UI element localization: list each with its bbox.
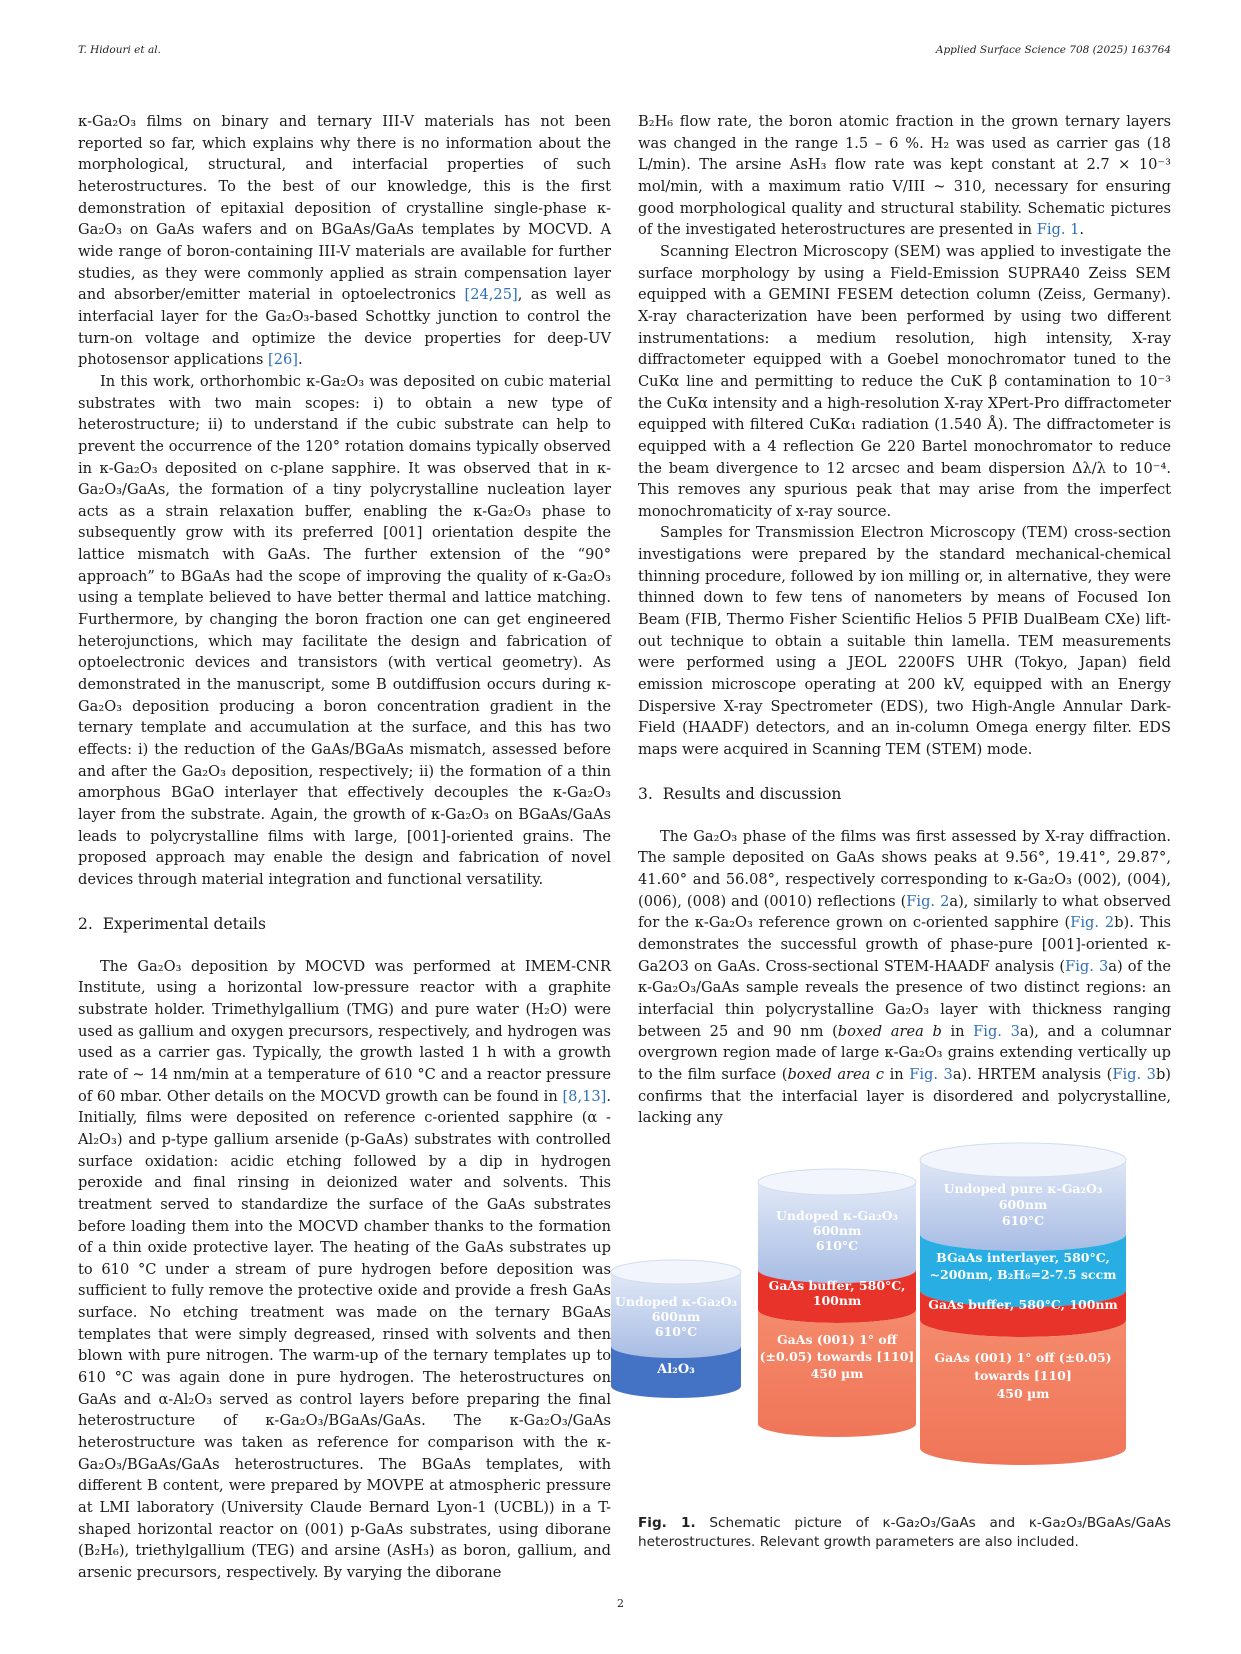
figure-label: Fig. 1. <box>638 1515 696 1531</box>
cylinder-2 <box>758 1169 916 1437</box>
cyl2-thickness: 600nm <box>812 1223 862 1238</box>
heterostructure-diagram <box>614 1148 1171 1504</box>
paragraph: Samples for Transmission Electron Microscopy (TEM) cross-section investigations were prepared by the standard mechanical-chemical thinning procedure, followed by ion milling or, in alternative, they were thinned down to few tens of nanometers by means of Focused Ion Beam (FIB, Thermo Fisher Scientific Helios 5 PFIB DualBeam CXe) lift-out technique to obtain a suitable thin lamella. TEM measurements were performed using a JEOL 2200FS UHR (Tokyo, Japan) field emission microscope operating at 200 kV, equipped with an Energy Dispersive X-ray Spectrometer (EDS), two High-Angle Annular Dark-Field (HAADF) detectors, and an in-column Omega energy filter. EDS maps were acquired in Scanning TEM (STEM) mode. <box>638 524 1171 759</box>
right-column <box>638 111 1171 1129</box>
cyl2-layer-name: Undoped κ-Ga₂O₃ <box>775 1208 899 1223</box>
cyl3-interlayer-line1: BGaAs interlayer, 580°C, <box>936 1250 1110 1265</box>
citation-link[interactable]: [24,25] <box>464 286 518 304</box>
citation-link[interactable]: [26] <box>268 351 299 369</box>
cyl3-temperature: 610°C <box>1001 1213 1045 1228</box>
cyl3-substrate-line3: 450 µm <box>996 1386 1050 1401</box>
paragraph: Scanning Electron Microscopy (SEM) was applied to investigate the surface morphology by using a Field-Emission SUPRA40 Zeiss SEM equipped with a GEMINI FESEM detection column (Zeiss, Germany). X-ray characterization have been performed by using two different instrumentations: a medium resolution, high intensity, X-ray diffractometer equipped with a Goebel monochromator tuned to the CuKα line and permitting to reduce the CuK β contamination to 10⁻³ the CuKα intensity and a high-resolution X-ray XPert-Pro diffractometer equipped with filtered CuKα₁ radiation (1.540 Å). The diffractometer is equipped with a 4 reflection Ge 220 Bartel monochromator to reduce the beam divergence to 12 arcsec and beam dispersion Δλ/λ to 10⁻⁴. This removes any spurious peak that may arise from the imperfect monochromaticity of x-ray source. <box>638 242 1171 520</box>
cyl2-buffer-line1: GaAs buffer, 580°C, <box>768 1278 906 1293</box>
left-column <box>78 111 611 1584</box>
section-heading: 2. Experimental details <box>78 914 266 933</box>
section-heading: 3. Results and discussion <box>638 784 842 803</box>
figure-link[interactable]: Fig. 2 <box>906 892 950 910</box>
figure-link[interactable]: Fig. 1 <box>1036 221 1080 239</box>
cyl1-layer-name: Undoped κ-Ga₂O₃ <box>614 1294 738 1309</box>
cyl2-substrate-line1: GaAs (001) 1° off <box>776 1332 898 1347</box>
cyl1-thickness: 600nm <box>651 1309 701 1324</box>
paragraph: The Ga₂O₃ deposition by MOCVD was performed at IMEM-CNR Institute, using a horizontal low-pressure reactor with a graphite substrate holder. Trimethylgallium (TMG) and pure water (H₂O) were used as gallium and oxygen precursors, respectively, and hydrogen was used as a carrier gas. Typically, the growth lasted 1 h with a growth rate of ~ 14 nm/min at a temperature of 610 °C and a reactor pressure of 60 mbar. Other details on the MOCVD growth can be found in [8,13]. Initially, films were deposited on reference c-oriented sapphire (α -Al₂O₃) and p-type gallium arsenide (p-GaAs) substrates with controlled surface oxidation: acidic etching followed by a dip in hydrogen peroxide and final rinsing in deionized water and solvents. This treatment served to standardize the surface of the GaAs substrates before loading them into the MOCVD chamber thanks to the formation of a thin oxide protective layer. The heating of the GaAs substrates up to 610 °C under a stream of pure hydrogen before deposition was sufficient to fully remove the protective oxide and provide a fresh GaAs surface. No etching treatment was made on the ternary BGaAs templates that were simply degreased, rinsed with solvents and then blown with pure nitrogen. The warm-up of the ternary templates up to 610 °C was again done in pure hydrogen. The heterostructures on GaAs and α-Al₂O₃ served as control layers before preparing the final heterostructure of κ-Ga₂O₃/BGaAs/GaAs. The κ-Ga₂O₃/GaAs heterostructure was taken as reference for comparison with the κ-Ga₂O₃/BGaAs/GaAs heterostructures. The BGaAs templates, with different B content, were prepared by MOVPE at atmospheric pressure at LMI laboratory (University Claude Bernard Lyon-1 (UCBL)) in a T-shaped horizontal reactor on (001) p-GaAs substrates, using diborane (B₂H₆), triethylgallium (TEG) and arsine (AsH₃) as boron, gallium, and arsenic precursors, respectively. By varying the diborane <box>78 957 611 1581</box>
cyl1-substrate: Al₂O₃ <box>657 1362 695 1377</box>
cyl2-substrate-line2: (±0.05) towards [110] <box>759 1349 915 1364</box>
paragraph: κ-Ga₂O₃ films on binary and ternary III-V materials has not been reported so far, which explains why there is no information about the morphological, structural, and interfacial properties of such heterostructures. To the best of our knowledge, this is the first demonstration of epitaxial deposition of crystalline single-phase κ-Ga₂O₃ on GaAs wafers and on BGaAs/GaAs templates by MOCVD. A wide range of boron-containing III-V materials are available for further studies, as they were commonly applied as strain compensation layer and absorber/emitter material in optoelectronics [24,25], as well as interfacial layer for the Ga₂O₃-based Schottky junction to control the turn-on voltage and optimize the device properties for deep-UV photosensor applications [26]. <box>78 113 611 369</box>
citation-link[interactable]: [8,13] <box>562 1087 607 1105</box>
cyl2-temperature: 610°C <box>815 1238 859 1253</box>
cyl3-interlayer-line2: ~200nm, B₂H₆=2-7.5 sccm <box>929 1267 1117 1282</box>
page-number: 2 <box>617 1597 624 1610</box>
cyl3-thickness: 600nm <box>998 1197 1048 1212</box>
cyl3-substrate-line1: GaAs (001) 1° off (±0.05) <box>934 1350 1112 1365</box>
cyl2-substrate-line3: 450 µm <box>810 1366 864 1381</box>
figure-1-heterostructure-schematic <box>614 1148 1171 1504</box>
cyl2-buffer-line2: 100nm <box>812 1293 862 1308</box>
cylinder-1 <box>611 1260 741 1398</box>
figure-caption: Fig. 1. Schematic picture of κ-Ga₂O₃/GaAs and κ-Ga₂O₃/BGaAs/GaAs heterostructures. Relevant growth parameters are also included. <box>638 1515 1171 1550</box>
paragraph: The Ga₂O₃ phase of the films was first assessed by X-ray diffraction. The sample deposited on GaAs shows peaks at 9.56°, 19.41°, 29.87°, 41.60° and 56.08°, respectively corresponding to κ-Ga₂O₃ (002), (004), (006), (008) and (0010) reflections (Fig. 2a), similarly to what observed for the κ-Ga₂O₃ reference grown on c-oriented sapphire (Fig. 2b). This demonstrates the successful growth of phase-pure [001]-oriented κ-Ga2O3 on GaAs. Cross-sectional STEM-HAADF analysis (Fig. 3a) of the κ-Ga₂O₃/GaAs sample reveals the presence of two distinct regions: an interfacial thin polycrystalline Ga₂O₃ layer with thickness ranging between 25 and 90 nm (boxed area b in Fig. 3a), and a columnar overgrown region made of large κ-Ga₂O₃ grains extending vertically up to the film surface (boxed area c in Fig. 3a). HRTEM analysis (Fig. 3b) confirms that the interfacial layer is disordered and polycrystalline, lacking any <box>638 827 1172 1127</box>
cyl3-layer-name: Undoped pure κ-Ga₂O₃ <box>943 1181 1103 1196</box>
paragraph: In this work, orthorhombic κ-Ga₂O₃ was deposited on cubic material substrates with two main scopes: i) to obtain a new type of heterostructure; ii) to understand if the cubic substrate can help to prevent the occurrence of the 120° rotation domains typically observed in κ-Ga₂O₃ deposited on c-plane sapphire. It was observed that in κ-Ga₂O₃/GaAs, the formation of a tiny polycrystalline nucleation layer acts as a strain relaxation buffer, enabling the κ-Ga₂O₃ phase to subsequently grow with its preferred [001] orientation despite the lattice mismatch with GaAs. The further extension of the “90° approach” to BGaAs had the scope of improving the quality of κ-Ga₂O₃ using a template believed to have better thermal and lattice matching. Furthermore, by changing the boron fraction one can get engineered heterojunctions, which may facilitate the design and fabrication of optoelectronic devices and transistors (with vertical geometry). As demonstrated in the manuscript, some B outdiffusion occurs during κ-Ga₂O₃ deposition producing a boron concentration gradient in the ternary template and accumulation at the surface, and this has two effects: i) the reduction of the GaAs/BGaAs mismatch, assessed before and after the Ga₂O₃ deposition, respectively; ii) the formation of a thin amorphous BGaO interlayer that effectively decouples the κ-Ga₂O₃ layer from the substrate. Again, the growth of κ-Ga₂O₃ on BGaAs/GaAs leads to polycrystalline films with large, [001]-oriented grains. The proposed approach may enable the design and fabrication of novel devices through material integration and functional versatility. <box>78 372 611 888</box>
running-header-journal: Applied Surface Science 708 (2025) 163764 <box>935 44 1171 56</box>
cylinder-3 <box>920 1143 1126 1465</box>
cyl3-substrate-line2: towards [110] <box>974 1368 1072 1383</box>
figure-link[interactable]: Fig. 3 <box>1065 957 1109 975</box>
figure-link[interactable]: Fig. 3 <box>1112 1065 1156 1083</box>
running-header-authors: T. Hidouri et al. <box>78 44 161 56</box>
cyl1-temperature: 610°C <box>654 1324 698 1339</box>
figure-link[interactable]: Fig. 3 <box>973 1022 1020 1040</box>
figure-link[interactable]: Fig. 2 <box>1070 914 1115 932</box>
figure-link[interactable]: Fig. 3 <box>909 1065 953 1083</box>
paragraph: B₂H₆ flow rate, the boron atomic fraction in the grown ternary layers was changed in the range 1.5 – 6 %. H₂ was used as carrier gas (18 L/min). The arsine AsH₃ flow rate was kept constant at 2.7 × 10⁻³ mol/min, with a maximum ratio V/III ~ 310, necessary for ensuring good morphological quality and structural stability. Schematic pictures of the investigated heterostructures are presented in Fig. 1. <box>638 113 1171 239</box>
cyl3-buffer: GaAs buffer, 580°C, 100nm <box>928 1297 1118 1312</box>
